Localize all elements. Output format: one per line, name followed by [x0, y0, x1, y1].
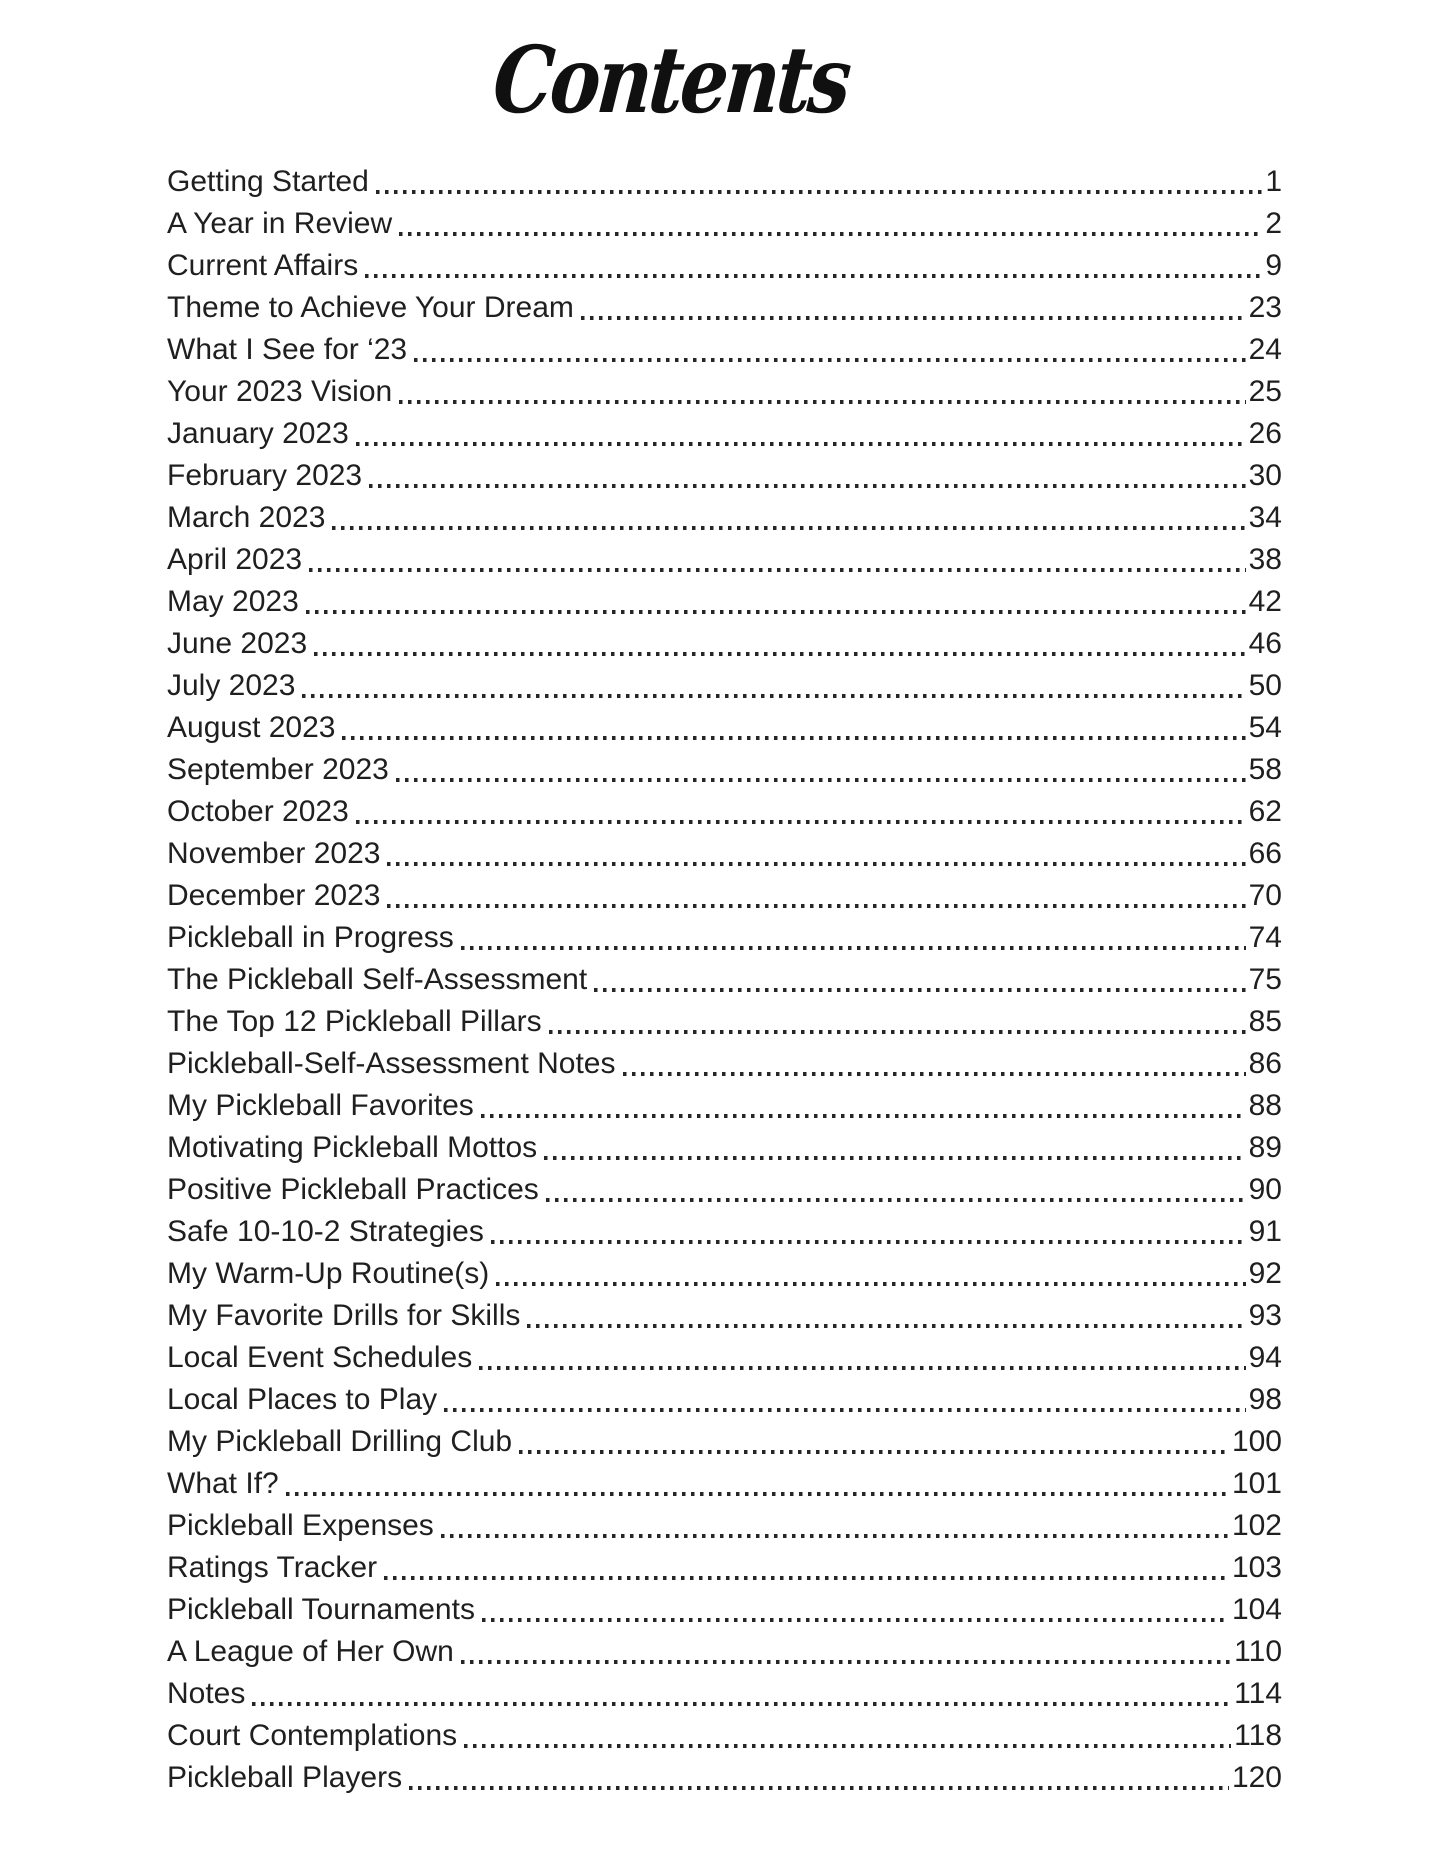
dot-leader	[314, 652, 1245, 656]
toc-entry-label: Motivating Pickleball Mottos	[167, 1131, 538, 1164]
toc-entry-page: 74	[1248, 921, 1282, 954]
toc-entry	[167, 539, 1282, 581]
toc-entry-label: Notes	[167, 1677, 246, 1710]
dot-leader	[461, 1660, 1231, 1664]
toc-entry-page: 66	[1248, 837, 1282, 870]
toc-entry	[167, 1547, 1282, 1589]
toc-entry-label: Pickleball Tournaments	[167, 1593, 475, 1626]
toc-entry-page: 91	[1248, 1215, 1282, 1248]
dot-leader	[356, 442, 1246, 446]
dot-leader	[482, 1618, 1229, 1622]
toc-entry	[167, 1043, 1282, 1085]
toc-entry	[167, 1379, 1282, 1421]
dot-leader	[384, 1576, 1229, 1580]
toc-entry	[167, 1631, 1282, 1673]
dot-leader	[479, 1366, 1245, 1370]
toc-entry-label: What I See for ‘23	[167, 333, 408, 366]
dot-leader	[376, 190, 1263, 194]
toc-entry	[167, 1715, 1282, 1757]
toc-entry-page: 26	[1248, 417, 1282, 450]
toc-entry-label: What If?	[167, 1467, 279, 1500]
toc-entry-page: 62	[1248, 795, 1282, 828]
title-area	[0, 26, 1445, 134]
dot-leader	[491, 1240, 1246, 1244]
toc-entry	[167, 707, 1282, 749]
dot-leader	[623, 1072, 1246, 1076]
toc-entry-page: 86	[1248, 1047, 1282, 1080]
toc-entry	[167, 791, 1282, 833]
toc-entry-page: 34	[1248, 501, 1282, 534]
toc-entry	[167, 1589, 1282, 1631]
toc-entry-page: 75	[1248, 963, 1282, 996]
dot-leader	[444, 1408, 1245, 1412]
dot-leader	[546, 1198, 1246, 1202]
toc-entry-label: January 2023	[167, 417, 349, 450]
toc-entry	[167, 623, 1282, 665]
toc-entry	[167, 203, 1282, 245]
toc-entry-page: 101	[1231, 1467, 1282, 1500]
toc-entry	[167, 875, 1282, 917]
toc-entry-page: 24	[1248, 333, 1282, 366]
toc-entry-page: 25	[1248, 375, 1282, 408]
toc-entry-label: The Pickleball Self-Assessment	[167, 963, 588, 996]
toc-entry-label: October 2023	[167, 795, 349, 828]
toc-entry-label: Pickleball-Self-Assessment Notes	[167, 1047, 616, 1080]
toc-entry	[167, 1085, 1282, 1127]
dot-leader	[309, 568, 1246, 572]
toc-entry-page: 38	[1248, 543, 1282, 576]
toc-entry-page: 9	[1265, 249, 1282, 282]
toc-entry	[167, 959, 1282, 1001]
toc-entry	[167, 329, 1282, 371]
toc-entry-page: 46	[1248, 627, 1282, 660]
toc-entry-page: 70	[1248, 879, 1282, 912]
dot-leader	[481, 1114, 1246, 1118]
dot-leader	[527, 1324, 1245, 1328]
toc-entry-page: 120	[1231, 1761, 1282, 1794]
toc-entry-label: My Pickleball Favorites	[167, 1089, 474, 1122]
dot-leader	[594, 988, 1245, 992]
page-title: Contents	[488, 26, 853, 134]
toc-entry-label: December 2023	[167, 879, 381, 912]
toc-entry-label: November 2023	[167, 837, 381, 870]
toc-entry-label: A Year in Review	[167, 207, 393, 240]
dot-leader	[332, 526, 1245, 530]
toc-entry	[167, 1463, 1282, 1505]
toc-entry	[167, 1169, 1282, 1211]
toc-entry-label: Local Places to Play	[167, 1383, 438, 1416]
dot-leader	[387, 904, 1245, 908]
toc-entry-page: 114	[1234, 1677, 1282, 1710]
toc-entry	[167, 245, 1282, 287]
toc-entry-label: Pickleball Players	[167, 1761, 403, 1794]
toc-entry-label: My Pickleball Drilling Club	[167, 1425, 513, 1458]
toc-entry-page: 23	[1248, 291, 1282, 324]
toc-entry-label: My Warm-Up Routine(s)	[167, 1257, 490, 1290]
toc-entry	[167, 1673, 1282, 1715]
toc-entry-label: Local Event Schedules	[167, 1341, 473, 1374]
toc-entry	[167, 455, 1282, 497]
toc-list	[167, 161, 1282, 1799]
toc-entry-label: A League of Her Own	[167, 1635, 454, 1668]
dot-leader	[342, 736, 1245, 740]
toc-entry-label: June 2023	[167, 627, 308, 660]
toc-entry	[167, 1295, 1282, 1337]
dot-leader	[464, 1744, 1231, 1748]
toc-entry-page: 103	[1231, 1551, 1282, 1584]
toc-entry-label: Pickleball in Progress	[167, 921, 454, 954]
toc-entry-page: 42	[1248, 585, 1282, 618]
toc-entry-label: March 2023	[167, 501, 326, 534]
toc-entry	[167, 833, 1282, 875]
dot-leader	[252, 1702, 1231, 1706]
toc-entry	[167, 1421, 1282, 1463]
dot-leader	[414, 358, 1246, 362]
dot-leader	[496, 1282, 1245, 1286]
dot-leader	[544, 1156, 1245, 1160]
toc-entry-label: Getting Started	[167, 165, 369, 198]
dot-leader	[549, 1030, 1246, 1034]
dot-leader	[441, 1534, 1229, 1538]
toc-entry-label: Court Contemplations	[167, 1719, 458, 1752]
dot-leader	[356, 820, 1246, 824]
toc-entry-label: My Favorite Drills for Skills	[167, 1299, 521, 1332]
toc-entry-page: 102	[1231, 1509, 1282, 1542]
toc-entry-page: 54	[1248, 711, 1282, 744]
toc-entry-page: 110	[1234, 1635, 1282, 1668]
toc-entry-page: 89	[1248, 1131, 1282, 1164]
toc-entry-page: 50	[1248, 669, 1282, 702]
toc-entry	[167, 287, 1282, 329]
dot-leader	[302, 694, 1245, 698]
dot-leader	[365, 274, 1262, 278]
toc-entry-label: September 2023	[167, 753, 389, 786]
toc-entry	[167, 1127, 1282, 1169]
dot-leader	[581, 316, 1246, 320]
toc-entry-label: Positive Pickleball Practices	[167, 1173, 539, 1206]
toc-entry-page: 90	[1248, 1173, 1282, 1206]
toc-entry-label: February 2023	[167, 459, 363, 492]
toc-entry-page: 1	[1265, 165, 1282, 198]
dot-leader	[519, 1450, 1229, 1454]
dot-leader	[286, 1492, 1229, 1496]
toc-entry-page: 100	[1231, 1425, 1282, 1458]
toc-entry-page: 94	[1248, 1341, 1282, 1374]
toc-entry	[167, 497, 1282, 539]
toc-entry-page: 2	[1265, 207, 1282, 240]
toc-entry-page: 104	[1231, 1593, 1282, 1626]
toc-entry	[167, 1337, 1282, 1379]
dot-leader	[306, 610, 1246, 614]
toc-entry-page: 98	[1248, 1383, 1282, 1416]
toc-entry-label: Current Affairs	[167, 249, 359, 282]
toc-entry-label: The Top 12 Pickleball Pillars	[167, 1005, 542, 1038]
toc-entry	[167, 1757, 1282, 1799]
toc-entry	[167, 581, 1282, 623]
toc-entry	[167, 1211, 1282, 1253]
toc-entry-page: 88	[1248, 1089, 1282, 1122]
toc-entry-page: 85	[1248, 1005, 1282, 1038]
dot-leader	[399, 232, 1262, 236]
toc-entry	[167, 371, 1282, 413]
toc-entry-page: 118	[1234, 1719, 1282, 1752]
dot-leader	[399, 400, 1245, 404]
dot-leader	[409, 1786, 1229, 1790]
toc-entry	[167, 1253, 1282, 1295]
toc-entry-label: April 2023	[167, 543, 303, 576]
toc-entry	[167, 1001, 1282, 1043]
toc-entry-page: 93	[1248, 1299, 1282, 1332]
toc-entry-label: Ratings Tracker	[167, 1551, 378, 1584]
toc-entry-label: Safe 10-10-2 Strategies	[167, 1215, 484, 1248]
toc-entry	[167, 749, 1282, 791]
toc-entry-page: 92	[1248, 1257, 1282, 1290]
dot-leader	[461, 946, 1246, 950]
toc-entry	[167, 1505, 1282, 1547]
toc-entry-label: Theme to Achieve Your Dream	[167, 291, 574, 324]
toc-entry	[167, 665, 1282, 707]
toc-entry-label: Pickleball Expenses	[167, 1509, 434, 1542]
toc-entry-page: 30	[1248, 459, 1282, 492]
toc-entry-label: July 2023	[167, 669, 296, 702]
toc-entry-label: Your 2023 Vision	[167, 375, 393, 408]
toc-entry	[167, 917, 1282, 959]
toc-entry	[167, 413, 1282, 455]
toc-entry-page: 58	[1248, 753, 1282, 786]
toc-entry-label: August 2023	[167, 711, 336, 744]
dot-leader	[396, 778, 1246, 782]
toc-entry	[167, 161, 1282, 203]
dot-leader	[387, 862, 1245, 866]
dot-leader	[369, 484, 1246, 488]
toc-entry-label: May 2023	[167, 585, 299, 618]
